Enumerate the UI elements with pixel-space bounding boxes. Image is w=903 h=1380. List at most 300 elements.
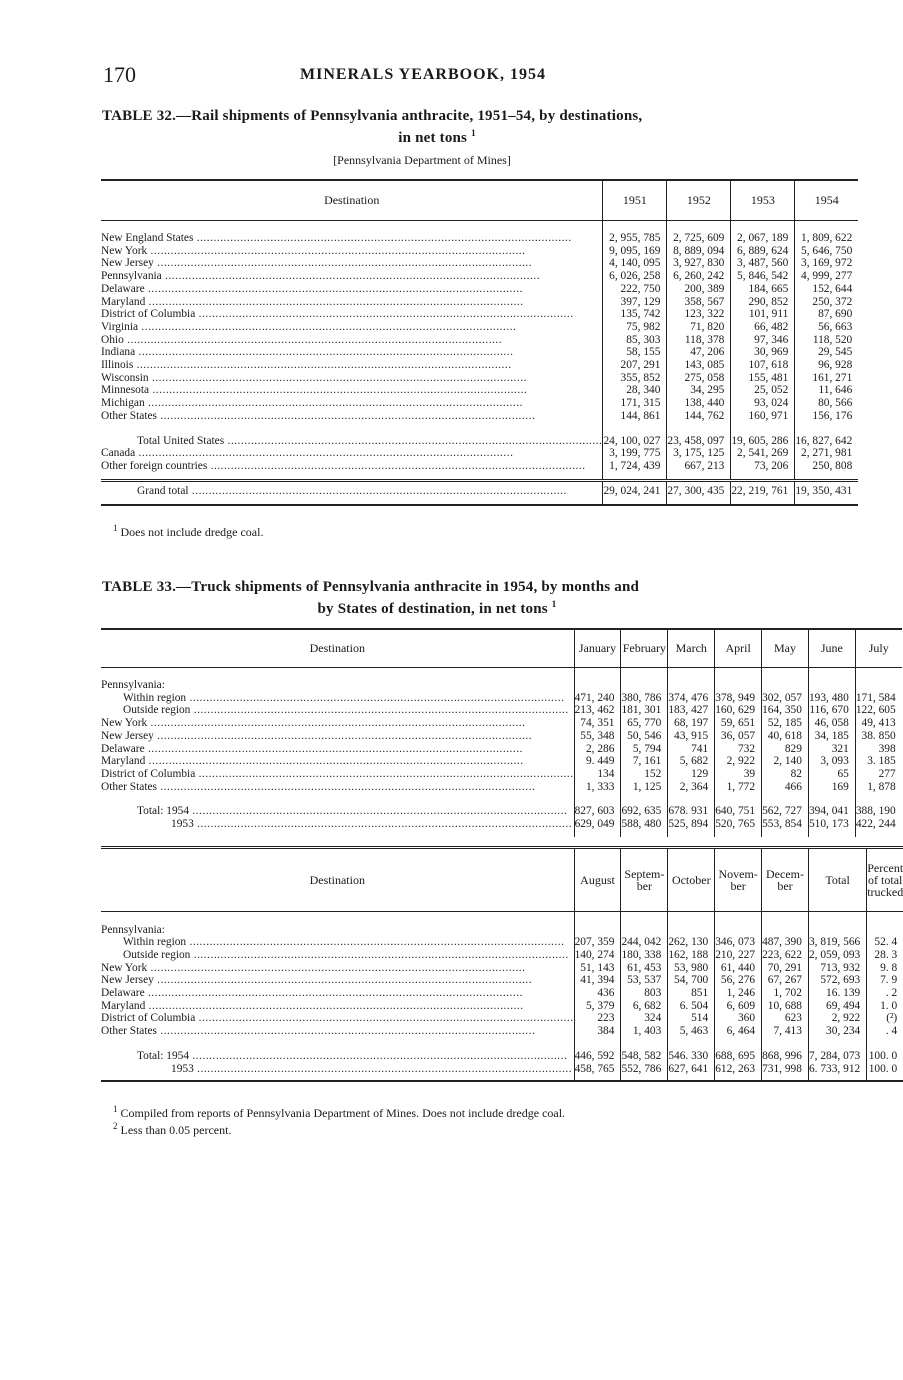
table32-value: 171, 315	[603, 397, 667, 410]
table33-part2-label: Maryland .....	[101, 1000, 574, 1013]
table33-part2-row	[101, 987, 903, 1000]
table33-part2-total-1953-value: 731, 998	[762, 1063, 809, 1076]
table33-part2-value: 713, 932	[808, 962, 866, 975]
table32-header-1953: 1953	[731, 180, 795, 220]
table33-part1-value: 193, 480	[808, 692, 855, 705]
table33-part2-total-1954-value: 546. 330	[668, 1050, 715, 1063]
table32-value: 144, 861	[603, 410, 667, 423]
table32-value: 118, 520	[795, 334, 858, 347]
table33-part2-row	[101, 962, 903, 975]
table32-label: Delaware .....	[101, 283, 603, 296]
table33-part2-total-1953-label: 1953 .....	[101, 1063, 574, 1076]
table33-title-line1: TABLE 33.—Truck shipments of Pennsylvania anthracite in 1954, by months and	[102, 579, 640, 595]
table33-part2-value: 487, 390	[762, 936, 809, 949]
table33-part2	[101, 846, 903, 1082]
table33-part2-value: 7, 413	[762, 1025, 809, 1038]
table32-total-us-value: 23, 458, 097	[667, 435, 731, 448]
table33-part2-row	[101, 1025, 903, 1038]
table33-part2-value: 6, 464	[715, 1025, 762, 1038]
table32-value: 6, 026, 258	[603, 270, 667, 283]
table33-part1-value: 374, 476	[668, 692, 715, 705]
table33-part2-value: 6, 682	[621, 1000, 668, 1013]
table33-part1-value: 43, 915	[668, 730, 715, 743]
table33-part2-total-1953-value: 552, 786	[621, 1063, 668, 1076]
table32-canada-value: 2, 271, 981	[795, 447, 858, 460]
table33-part2-value: 16. 139	[808, 987, 866, 1000]
table33-part2-value: 262, 130	[668, 936, 715, 949]
table33-part2-value: 360	[715, 1012, 762, 1025]
table33-part2-value: 384	[574, 1025, 621, 1038]
table32-canada-value: 3, 175, 125	[667, 447, 731, 460]
table32-value: 138, 440	[667, 397, 731, 410]
table33-part1-value: 741	[668, 743, 715, 756]
table33-part1-value: 2, 286	[574, 743, 621, 756]
table33-part2-value: 53, 980	[668, 962, 715, 975]
table33-part1-label: Outside region .....	[101, 704, 574, 717]
table32-canada-label: Canada .....	[101, 447, 603, 460]
table33-part1-total-1953-value: 553, 854	[762, 818, 809, 831]
table32-value: 200, 389	[667, 283, 731, 296]
table33-part2-total-1953-value: 6. 733, 912	[808, 1063, 866, 1076]
table32-title	[102, 108, 772, 147]
table33-part2-value: 67, 267	[762, 974, 809, 987]
table33-part1-row	[101, 704, 902, 717]
table33-part2-total-1954-value: 7, 284, 073	[808, 1050, 866, 1063]
table33-part1-header: June	[808, 629, 855, 667]
table32-value: 135, 742	[603, 308, 667, 321]
table32-value: 2, 067, 189	[731, 232, 795, 245]
table32-row	[101, 372, 858, 385]
table33-part2-value: 436	[574, 987, 621, 1000]
table33-part1-total-1954-value: 678. 931	[668, 805, 715, 818]
table32-row	[101, 346, 858, 359]
table33-part2-header: Percent of total trucked	[867, 848, 903, 912]
table33-part1-value: 36, 057	[715, 730, 762, 743]
table33-part2-header: Destination	[309, 873, 365, 887]
table33-part1-value: 829	[762, 743, 809, 756]
table33-part1-total-1954-value: 388, 190	[855, 805, 901, 818]
table32-value: 3, 169, 972	[795, 257, 858, 270]
table33-part1-header: February	[621, 629, 668, 667]
table33-part1-value: 65, 770	[621, 717, 668, 730]
table33-part2-header: Septem- ber	[621, 848, 668, 912]
table32-value: 6, 260, 242	[667, 270, 731, 283]
table33-part2-value: 162, 188	[668, 949, 715, 962]
table33-part2-value: 207, 359	[574, 936, 621, 949]
table33-group-label: Pennsylvania:	[101, 679, 165, 691]
table33-part1-value: 321	[808, 743, 855, 756]
table32-header-1952: 1952	[667, 180, 731, 220]
table32-row	[101, 384, 858, 397]
table33-part2-value: 5, 379	[574, 1000, 621, 1013]
table33-part1-value: 46, 058	[808, 717, 855, 730]
table33-part2-value: (²)	[867, 1012, 903, 1025]
table33-part2-total-1954-value: 688, 695	[715, 1050, 762, 1063]
table33-title	[102, 579, 772, 618]
table33-part1-row	[101, 755, 902, 768]
table33-part2-value: 1, 403	[621, 1025, 668, 1038]
table33-part2-value: 346, 073	[715, 936, 762, 949]
table32-row	[101, 257, 858, 270]
table33-part2-value: . 2	[867, 987, 903, 1000]
table33-footnotes	[113, 1103, 565, 1137]
table33-part2-value: 28. 3	[867, 949, 903, 962]
table32-value: 28, 340	[603, 384, 667, 397]
table32-label: New York .....	[101, 245, 603, 258]
table33-part2-value: 851	[668, 987, 715, 1000]
table32-value: 11, 646	[795, 384, 858, 397]
table32-value: 2, 725, 609	[667, 232, 731, 245]
table33-part1-value: 378, 949	[715, 692, 762, 705]
table33-part1-total-1953-value: 422, 244	[855, 818, 901, 831]
table32-header-1951: 1951	[603, 180, 667, 220]
table33-part2-value: 2, 059, 093	[808, 949, 866, 962]
table33-part1-value: 59, 651	[715, 717, 762, 730]
table33-part1-value: 164, 350	[762, 704, 809, 717]
table33-part2-value: 9. 8	[867, 962, 903, 975]
page-number: 170	[103, 62, 136, 87]
table33-part1-total-1953-label: 1953 .....	[101, 818, 574, 831]
table32-label: Maryland .....	[101, 296, 603, 309]
table33-part1-total-1954-value: 562, 727	[762, 805, 809, 818]
table32-other-foreign-value: 73, 206	[731, 460, 795, 473]
table32-value: 8, 889, 094	[667, 245, 731, 258]
table33-part2-header: October	[668, 848, 715, 912]
table32-label: Minnesota .....	[101, 384, 603, 397]
table33-part2-value: 3, 819, 566	[808, 936, 866, 949]
table33-part2-value: 572, 693	[808, 974, 866, 987]
table33-part2-value: 7. 9	[867, 974, 903, 987]
table32-value: 184, 665	[731, 283, 795, 296]
table33-part2-label: New Jersey .....	[101, 974, 574, 987]
table33-part1-total-1953-value: 510, 173	[808, 818, 855, 831]
table33-part2-value: . 4	[867, 1025, 903, 1038]
table32-label: Wisconsin .....	[101, 372, 603, 385]
table33-part1-value: 34, 185	[808, 730, 855, 743]
table32-footnote	[113, 522, 263, 539]
table33-part2-value: 53, 537	[621, 974, 668, 987]
table32-value: 2, 955, 785	[603, 232, 667, 245]
table32-row	[101, 308, 858, 321]
table33-part2-row	[101, 1000, 903, 1013]
table33-part2-total-1953-value: 100. 0	[867, 1063, 903, 1076]
table32-grand-total-value: 27, 300, 435	[667, 485, 731, 498]
table33-part2-total-1953-value: 612, 263	[715, 1063, 762, 1076]
table33-part1-value: 74, 351	[574, 717, 621, 730]
table32-row	[101, 334, 858, 347]
table33-part2-value: 210, 227	[715, 949, 762, 962]
table32-row	[101, 359, 858, 372]
table33-part1-total-1953-value: 525, 894	[668, 818, 715, 831]
table33-footnote1-text: Compiled from reports of Pennsylvania Department of Mines. Does not include dredge coal.	[120, 1106, 566, 1120]
table32-value: 93, 024	[731, 397, 795, 410]
table33-part1-value: 68, 197	[668, 717, 715, 730]
table33-part2-label: New York .....	[101, 962, 574, 975]
table33-part1-value: 134	[574, 768, 621, 781]
table32-grand-total-label: Grand total .....	[101, 485, 603, 498]
table33-part2-total-1954-row	[101, 1050, 903, 1063]
running-title: MINERALS YEARBOOK, 1954	[300, 66, 546, 83]
table32-value: 156, 176	[795, 410, 858, 423]
table33-part1-row	[101, 743, 902, 756]
table33-part1-value: 169	[808, 781, 855, 794]
table32-value: 143, 085	[667, 359, 731, 372]
table32-value: 25, 052	[731, 384, 795, 397]
table33-part1-value: 732	[715, 743, 762, 756]
table32-value: 80, 566	[795, 397, 858, 410]
table33-part1-header: May	[762, 629, 809, 667]
table32-label: Michigan .....	[101, 397, 603, 410]
table33-part2-row	[101, 974, 903, 987]
table33-part2-value: 52. 4	[867, 936, 903, 949]
table33-part2-value: 5, 463	[668, 1025, 715, 1038]
table32-other-foreign-value: 250, 808	[795, 460, 858, 473]
table32-row	[101, 321, 858, 334]
table32-label: Ohio .....	[101, 334, 603, 347]
table33-part1-label: Delaware .....	[101, 743, 574, 756]
table33-part2-value: 10, 688	[762, 1000, 809, 1013]
table32-total-us-label: Total United States .....	[101, 435, 603, 448]
table32-row	[101, 270, 858, 283]
table33-part1-value: 183, 427	[668, 704, 715, 717]
table32-value: 161, 271	[795, 372, 858, 385]
table33-part1-value: 181, 301	[621, 704, 668, 717]
table33-part2-value: 1. 0	[867, 1000, 903, 1013]
table33-part2-total-1953-row	[101, 1063, 903, 1076]
table32-value: 152, 644	[795, 283, 858, 296]
table33-part1-value: 5, 794	[621, 743, 668, 756]
table33-part2-total-1954-label: Total: 1954 .....	[101, 1050, 574, 1063]
table32-value: 75, 982	[603, 321, 667, 334]
table32-value: 30, 969	[731, 346, 795, 359]
table32-value: 207, 291	[603, 359, 667, 372]
table32-value: 96, 928	[795, 359, 858, 372]
table33-footnote2	[113, 1120, 565, 1137]
table33-part2-value: 1, 246	[715, 987, 762, 1000]
table32-grand-total-value: 22, 219, 761	[731, 485, 795, 498]
table32-subtitle: [Pennsylvania Department of Mines]	[333, 153, 511, 167]
table33-part2-value: 61, 440	[715, 962, 762, 975]
table32-value: 275, 058	[667, 372, 731, 385]
table33-part1-value: 55, 348	[574, 730, 621, 743]
table33-part1-label: Maryland .....	[101, 755, 574, 768]
table33-part2-label: Outside region .....	[101, 949, 574, 962]
table32-value: 58, 155	[603, 346, 667, 359]
table33-part2-value: 324	[621, 1012, 668, 1025]
table33-title-line2: by States of destination, in net tons	[317, 601, 548, 617]
table33-part1-value: 9. 449	[574, 755, 621, 768]
table33-part1-row	[101, 781, 902, 794]
table33-part2-value: 61, 453	[621, 962, 668, 975]
table32-value: 397, 129	[603, 296, 667, 309]
table32-footnote-text: Does not include dredge coal.	[120, 525, 264, 539]
table33-part1-value: 2, 922	[715, 755, 762, 768]
table33-part2-total-1954-value: 548, 582	[621, 1050, 668, 1063]
table33-group-row	[101, 679, 902, 692]
table33-part2-value: 623	[762, 1012, 809, 1025]
table32-footnote-mark: 1	[113, 523, 118, 533]
table33-part2-total-1954-value: 868, 996	[762, 1050, 809, 1063]
table33-part1-value: 171, 584	[855, 692, 901, 705]
table33-part2-value: 803	[621, 987, 668, 1000]
table33-part2-header: Novem- ber	[715, 848, 762, 912]
table32-grand-total-value: 19, 350, 431	[795, 485, 858, 498]
table32-other-foreign-row	[101, 460, 858, 473]
table32-total-us-value: 16, 827, 642	[795, 435, 858, 448]
table33-part1-total-1953-value: 520, 765	[715, 818, 762, 831]
table32-value: 87, 690	[795, 308, 858, 321]
table33-part1-value: 65	[808, 768, 855, 781]
table33-part1-value: 302, 057	[762, 692, 809, 705]
table32-row	[101, 245, 858, 258]
table32-total-us-value: 24, 100, 027	[603, 435, 667, 448]
table33-part1-value: 213, 462	[574, 704, 621, 717]
table33-part1-total-1953-value: 588, 480	[621, 818, 668, 831]
table33-part2-row	[101, 1012, 903, 1025]
table33-part2-value: 54, 700	[668, 974, 715, 987]
table33-part1-value: 40, 618	[762, 730, 809, 743]
table33-part1-value: 50, 546	[621, 730, 668, 743]
table32-canada-value: 3, 199, 775	[603, 447, 667, 460]
table33-footnote2-mark: 2	[113, 1121, 118, 1131]
table33-part1-value: 49, 413	[855, 717, 901, 730]
table33-part1-value: 1, 333	[574, 781, 621, 794]
table33-part1-total-1954-value: 394, 041	[808, 805, 855, 818]
table33-part1-value: 380, 786	[621, 692, 668, 705]
table33-part2-value: 6, 609	[715, 1000, 762, 1013]
table33-part2-label: Other States .....	[101, 1025, 574, 1038]
table32-title-note: 1	[471, 128, 476, 138]
table33-part1-value: 1, 125	[621, 781, 668, 794]
table32-value: 222, 750	[603, 283, 667, 296]
table32-value: 97, 346	[731, 334, 795, 347]
table33-group-row	[101, 924, 903, 937]
table32-total-us-value: 19, 605, 286	[731, 435, 795, 448]
table33-part2-value: 180, 338	[621, 949, 668, 962]
table33-part2-label: District of Columbia .....	[101, 1012, 574, 1025]
table32-value: 9, 095, 169	[603, 245, 667, 258]
table33-part1-row	[101, 768, 902, 781]
table32-value: 358, 567	[667, 296, 731, 309]
table32-header-destination: Destination	[324, 192, 380, 207]
table33-part1-value: 3. 185	[855, 755, 901, 768]
table33-part1-value: 3, 093	[808, 755, 855, 768]
table33-part2-value: 223	[574, 1012, 621, 1025]
table33-part2-value: 51, 143	[574, 962, 621, 975]
table32-other-foreign-value: 667, 213	[667, 460, 731, 473]
table32-label: Pennsylvania .....	[101, 270, 603, 283]
table33-part1-value: 277	[855, 768, 901, 781]
table33-part2-label: Delaware .....	[101, 987, 574, 1000]
table33-part2-value: 6. 504	[668, 1000, 715, 1013]
table33-part1-total-1954-label: Total: 1954 .....	[101, 805, 574, 818]
table32-total-us-row	[101, 435, 858, 448]
table33-part2-total-1954-value: 446, 592	[574, 1050, 621, 1063]
table33-part1-value: 116, 670	[808, 704, 855, 717]
table33-part1-value: 160, 629	[715, 704, 762, 717]
table33-part2-value: 244, 042	[621, 936, 668, 949]
table33-footnote2-text: Less than 0.05 percent.	[120, 1123, 232, 1137]
table33-footnote1	[113, 1103, 565, 1120]
table33-part2-header: Total	[808, 848, 866, 912]
table33-part1-value: 1, 878	[855, 781, 901, 794]
table33-part1-header: April	[715, 629, 762, 667]
table33-part1-value: 2, 140	[762, 755, 809, 768]
table33-part1-header: March	[668, 629, 715, 667]
table33-part1-label: New Jersey .....	[101, 730, 574, 743]
table33-part2-total-1953-value: 627, 641	[668, 1063, 715, 1076]
table33-part2-value: 223, 622	[762, 949, 809, 962]
table33-part1-total-1953-row	[101, 818, 902, 831]
table33-part1-value: 82	[762, 768, 809, 781]
table32-value: 123, 322	[667, 308, 731, 321]
table32-value: 290, 852	[731, 296, 795, 309]
table33-part2-value: 140, 274	[574, 949, 621, 962]
table33-part1-value: 122, 605	[855, 704, 901, 717]
table32-value: 3, 487, 560	[731, 257, 795, 270]
table32-value: 160, 971	[731, 410, 795, 423]
table33-part1-total-1954-value: 692, 635	[621, 805, 668, 818]
table33-part2-total-1954-value: 100. 0	[867, 1050, 903, 1063]
table33-part1-row	[101, 717, 902, 730]
table33-part1-value: 466	[762, 781, 809, 794]
table32-value: 4, 140, 095	[603, 257, 667, 270]
table33-part2-header: Decem- ber	[762, 848, 809, 912]
table32-value: 3, 927, 830	[667, 257, 731, 270]
table33-part1-row	[101, 692, 902, 705]
table32-value: 118, 378	[667, 334, 731, 347]
table33-part1-value: 38. 850	[855, 730, 901, 743]
table33-part2-value: 2, 922	[808, 1012, 866, 1025]
table32-row	[101, 397, 858, 410]
table33-part1-total-1953-value: 629, 049	[574, 818, 621, 831]
table33-part1-value: 471, 240	[574, 692, 621, 705]
table32-label: Indiana .....	[101, 346, 603, 359]
table32-canada-value: 2, 541, 269	[731, 447, 795, 460]
table33-part1-total-1954-value: 640, 751	[715, 805, 762, 818]
table33-part1-value: 1, 772	[715, 781, 762, 794]
table33-part1-value: 5, 682	[668, 755, 715, 768]
table32-value: 71, 820	[667, 321, 731, 334]
table33-part2-value: 69, 494	[808, 1000, 866, 1013]
table33-part1-value: 398	[855, 743, 901, 756]
table33-part1-total-1954-value: 827, 603	[574, 805, 621, 818]
table33-group-label: Pennsylvania:	[101, 923, 165, 936]
table32-value: 56, 663	[795, 321, 858, 334]
table33-part2-row	[101, 949, 903, 962]
table32-value: 5, 646, 750	[795, 245, 858, 258]
table32-label: New England States .....	[101, 232, 603, 245]
table33-part1-value: 152	[621, 768, 668, 781]
table32-header-1954: 1954	[795, 180, 858, 220]
table32-label: District of Columbia .....	[101, 308, 603, 321]
table33-part1-label: Within region .....	[101, 692, 574, 705]
table32-label: Other States .....	[101, 410, 603, 423]
table32-value: 1, 809, 622	[795, 232, 858, 245]
table32-value: 250, 372	[795, 296, 858, 309]
table32-row	[101, 232, 858, 245]
table32	[101, 179, 858, 506]
table32-grand-total-value: 29, 024, 241	[603, 485, 667, 498]
table32-title-line1: TABLE 32.—Rail shipments of Pennsylvania anthracite, 1951–54, by destinations,	[102, 108, 643, 124]
table33-part1-header: January	[574, 629, 621, 667]
table33-part1-value: 7, 161	[621, 755, 668, 768]
table32-label: Illinois .....	[101, 359, 603, 372]
table33-part1-row	[101, 730, 902, 743]
table32-value: 144, 762	[667, 410, 731, 423]
table32-row	[101, 296, 858, 309]
table32-other-foreign-value: 1, 724, 439	[603, 460, 667, 473]
